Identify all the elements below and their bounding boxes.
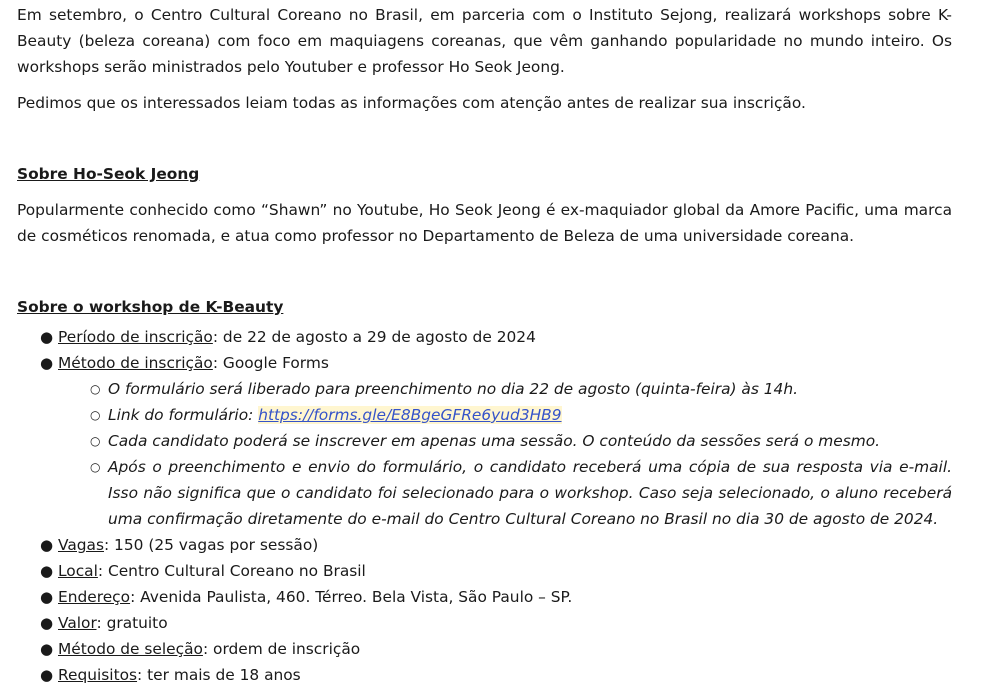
sub-item-text: Cada candidato poderá se inscrever em apenas uma sessão. O conteúdo da sessões será o mesmo. [108, 432, 881, 450]
sub-item-label: Link do formulário: [108, 406, 259, 424]
bio-heading: Sobre Ho-Seok Jeong [17, 165, 200, 183]
bullet-icon: ● [40, 588, 54, 606]
item-value: : 150 (25 vagas por sessão) [103, 536, 319, 554]
circle-bullet-icon: ○ [90, 408, 101, 422]
circle-bullet-icon: ○ [90, 434, 101, 448]
list-item [17, 636, 952, 662]
sub-item-text: Após o preenchimento e envio do formulário, o candidato receberá uma cópia de sua resposta via e-mail. Isso não significa que o candidato foi selecionado para o workshop. Caso seja selecionado, o aluno receberá uma confirmação diretamente do e-mail do Centro Cultural Coreano no Brasil no dia 30 de agosto de 2024. [108, 458, 952, 528]
workshop-info-list [17, 324, 952, 688]
bullet-icon: ● [40, 354, 54, 372]
item-term: Período de inscrição [58, 328, 213, 346]
item-value: : de 22 de agosto a 29 de agosto de 2024 [212, 328, 536, 346]
item-term: Requisitos [58, 666, 138, 684]
list-item [17, 610, 952, 636]
item-term: Método de seleção [58, 640, 203, 658]
list-item [17, 532, 952, 558]
item-value: : Avenida Paulista, 460. Térreo. Bela Vista, São Paulo – SP. [130, 588, 573, 606]
list-item [17, 324, 952, 350]
bullet-icon: ● [40, 666, 54, 684]
bullet-icon: ● [40, 640, 54, 658]
list-item [17, 350, 952, 532]
form-link[interactable]: https://forms.gle/E8BgeGFRe6yud3HB9 [258, 406, 562, 424]
bio-paragraph: Popularmente conhecido como “Shawn” no Youtube, Ho Seok Jeong é ex-maquiador global da Amore Pacific, uma marca de cosméticos renomada, e atua como professor no Departamento de Beleza de uma universidade coreana. [17, 201, 952, 245]
bullet-icon: ● [40, 328, 54, 346]
sub-item-text: O formulário será liberado para preenchimento no dia 22 de agosto (quinta-feira) às 14h. [108, 380, 798, 398]
list-item [17, 558, 952, 584]
bullet-icon: ● [40, 562, 54, 580]
item-value: : gratuito [96, 614, 168, 632]
registration-method-sublist [58, 376, 952, 532]
bullet-icon: ● [40, 536, 54, 554]
sub-list-item [17, 428, 952, 454]
item-term: Vagas [58, 536, 104, 554]
sub-list-item [17, 376, 952, 402]
intro-paragraph: Em setembro, o Centro Cultural Coreano no Brasil, em parceria com o Instituto Sejong, realizará workshops sobre K-Beauty (beleza coreana) com foco em maquiagens coreanas, que vêm ganhando popularidade no mundo inteiro. Os workshops serão ministrados pelo Youtuber e professor Ho Seok Jeong. [17, 6, 952, 76]
list-item [17, 584, 952, 610]
item-value: : Centro Cultural Coreano no Brasil [97, 562, 366, 580]
circle-bullet-icon: ○ [90, 460, 101, 474]
bullet-icon: ● [40, 614, 54, 632]
workshop-heading: Sobre o workshop de K-Beauty [17, 298, 284, 316]
sub-list-item [17, 402, 952, 428]
circle-bullet-icon: ○ [90, 382, 101, 396]
item-term: Endereço [58, 588, 131, 606]
item-value: : Google Forms [212, 354, 329, 372]
item-term: Valor [58, 614, 97, 632]
sub-list-item [17, 454, 952, 532]
item-value: : ter mais de 18 anos [137, 666, 301, 684]
item-term: Método de inscrição [58, 354, 213, 372]
item-value: : ordem de inscrição [202, 640, 361, 658]
list-item [17, 662, 952, 688]
item-term: Local [58, 562, 98, 580]
intro-note: Pedimos que os interessados leiam todas as informações com atenção antes de realizar sua inscrição. [17, 94, 806, 112]
